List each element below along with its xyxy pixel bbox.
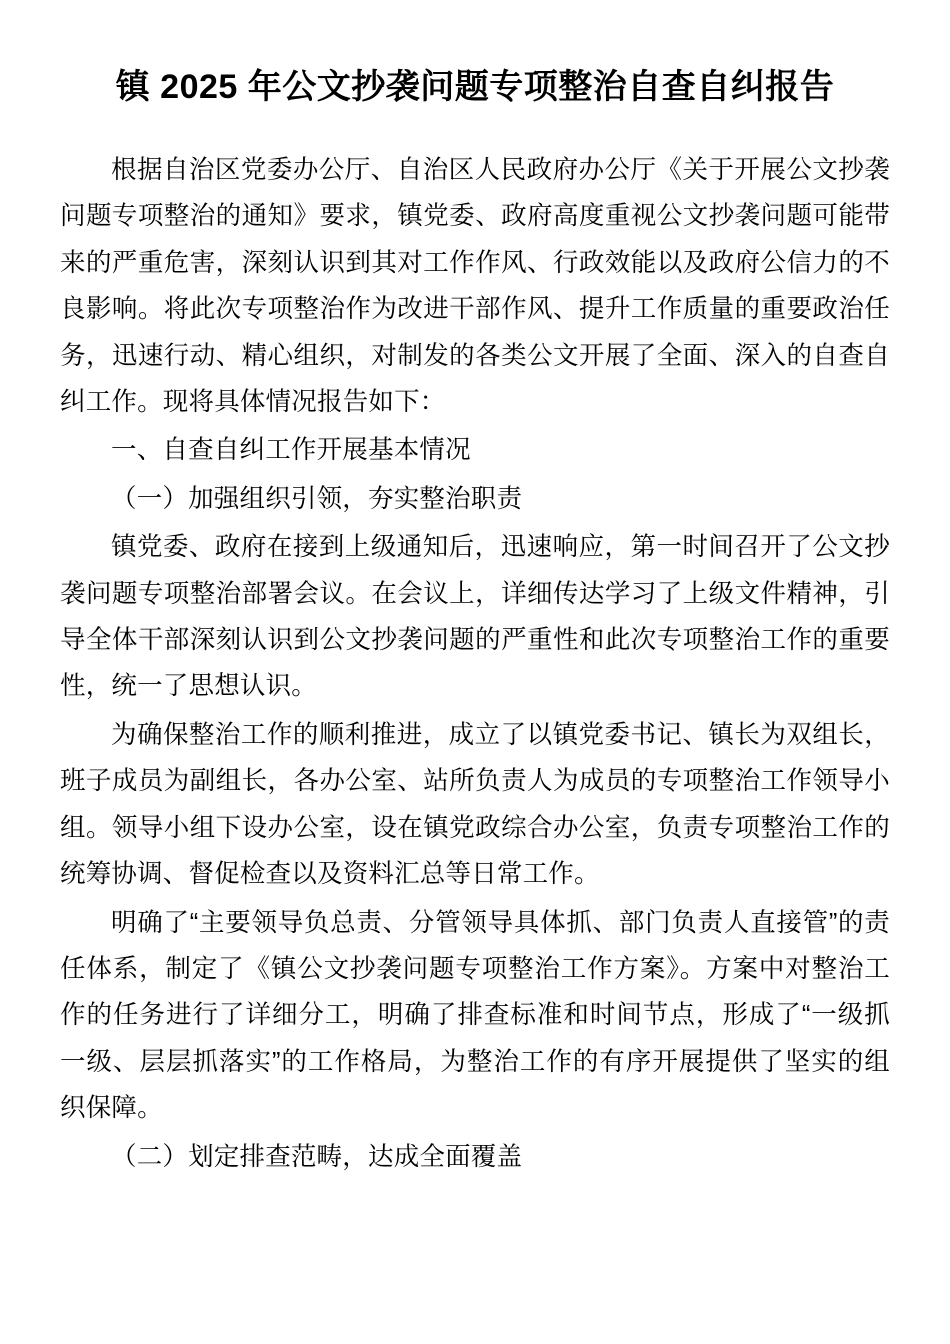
page-title: 镇 2025 年公文抄袭问题专项整治自查自纠报告	[115, 68, 835, 106]
paragraph: 镇党委、政府在接到上级通知后，迅速响应，第一时间召开了公文抄袭问题专项整治部署会议。在会议上，详细传达学习了上级文件精神，引导全体干部深刻认识到公文抄袭问题的严重性和此次专项整治工作的重要性，统一了思想认识。	[60, 533, 890, 701]
subsection-heading-1-1: （一）加强组织引领，夯实整治职责	[111, 484, 523, 513]
paragraph: 根据自治区党委办公厅、自治区人民政府办公厅《关于开展公文抄袭问题专项整治的通知》要求，镇党委、政府高度重视公文抄袭问题可能带来的严重危害，深刻认识到其对工作作风、行政效能以及政府公信力的不良影响。将此次专项整治作为改进干部作风、提升工作质量的重要政治任务，迅速行动、精心组织，对制发的各类公文开展了全面、深入的自查自纠工作。现将具体情况报告如下：	[60, 156, 890, 417]
subsection-heading-1-2: （二）划定排查范畴，达成全面覆盖	[111, 1142, 523, 1171]
paragraph: 为确保整治工作的顺利推进，成立了以镇党委书记、镇长为双组长，班子成员为副组长，各办公室、站所负责人为成员的专项整治工作领导小组。领导小组下设办公室，设在镇党政综合办公室，负责专项整治工作的统筹协调、督促检查以及资料汇总等日常工作。	[60, 720, 890, 889]
paragraph: 明确了“主要领导负总责、分管领导具体抓、部门负责人直接管”的责任体系，制定了《镇公文抄袭问题专项整治工作方案》。方案中对整治工作的任务进行了详细分工，明确了排查标准和时间节点，形成了“一级抓一级、层层抓落实”的工作格局，为整治工作的有序开展提供了坚实的组织保障。	[60, 908, 890, 1123]
document-body	[60, 147, 890, 1180]
section-heading-1: 一、自查自纠工作开展基本情况	[111, 436, 471, 465]
